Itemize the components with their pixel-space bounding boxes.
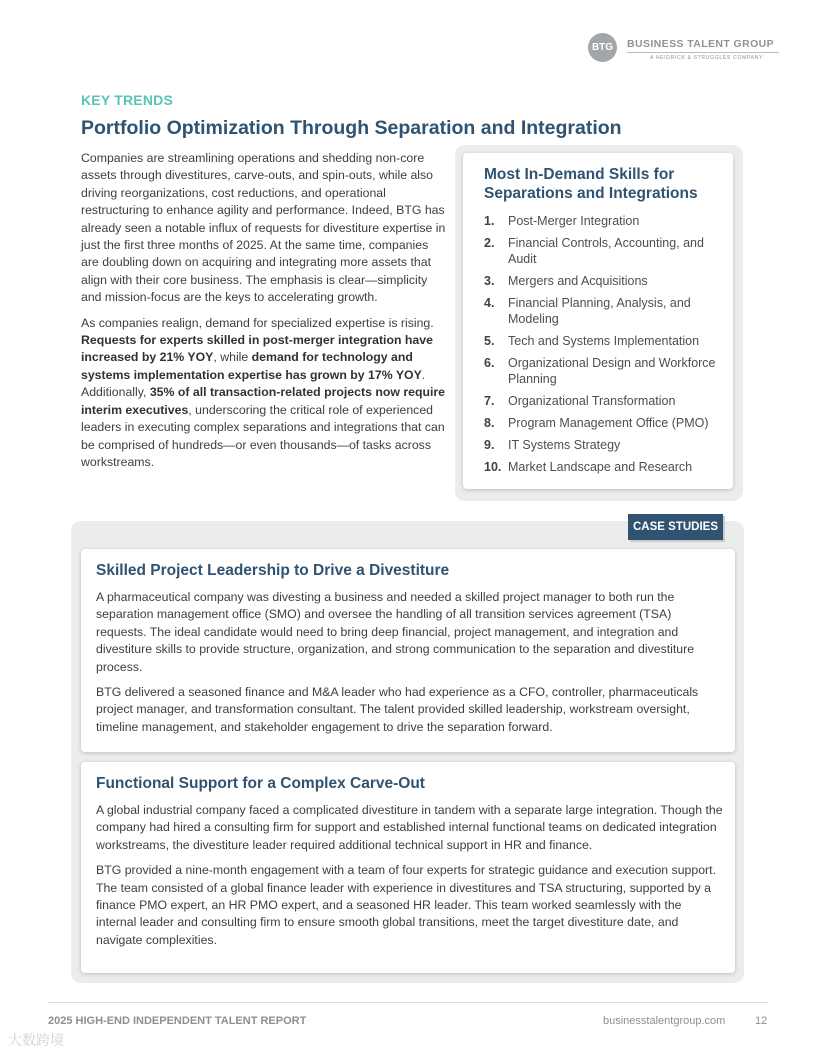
company-logo (588, 32, 783, 62)
footer-website-link[interactable]: businesstalentgroup.com (603, 1015, 726, 1027)
intro-paragraph-2: As companies realign, demand for specialized expertise is rising. Requests for experts skilled in post-merger integration have increased by 21% YOY, while demand for technology and systems implementation expertise has grown by 17% YOY. Additionally, 35% of all transaction-related projects now require interim executives, underscoring the critical role of experienced leaders in executing complex separations and integrations that can be comprised of hundreds—or even thousands—of tasks across workstreams. (81, 315, 446, 469)
case-study-title: Skilled Project Leadership to Drive a Divestiture (96, 562, 450, 579)
skill-item: 6. Organizational Design and Workforce Planning (484, 356, 716, 386)
skill-item: 8. Program Management Office (PMO) (484, 416, 709, 430)
case-study-paragraph: BTG provided a nine-month engagement with a team of four experts for strategic guidance and execution support. The team consisted of a global finance leader with experience in divestitures and TSA structuring, supported by a finance PMO expert, an HR PMO expert, and a seasoned HR leader. This team worked seamlessly with the internal leader and consulting firm to ensure smooth global transitions, meet the target divestiture date, and navigate complexities. (96, 863, 716, 947)
skill-item: 7. Organizational Transformation (484, 394, 676, 408)
logo-tagline: A HEIDRICK & STRUGGLES COMPANY (650, 55, 764, 61)
case-study-title: Functional Support for a Complex Carve-Out (96, 775, 425, 792)
logo-divider (627, 52, 779, 53)
footer-report-title: 2025 HIGH-END INDEPENDENT TALENT REPORT (48, 1015, 307, 1027)
skills-heading: Most In-Demand Skills for Separations and Integrations (484, 166, 698, 202)
case-study-body (96, 589, 724, 744)
section-kicker: KEY TRENDS (81, 92, 173, 108)
page-number: 12 (755, 1015, 768, 1027)
intro-paragraph-1: Companies are streamlining operations and shedding non-core assets through divestitures, carve-outs, and spin-outs, while also driving reorganizations, cost reductions, and operational restructuring to enhance agility and performance. Indeed, BTG has already seen a notable influx of requests for divestiture expertise in just the first three months of 2025. At the same time, companies are doubling down on acquiring and integrating more assets that align with their core business. The emphasis is clear—simplicity and mission-focus are the keys to accelerating growth. (81, 151, 446, 305)
skill-item: 2. Financial Controls, Accounting, and Audit (484, 236, 704, 266)
case-studies-tag: CASE STUDIES (628, 514, 723, 540)
skill-item: 4. Financial Planning, Analysis, and Modeling (484, 296, 691, 326)
case-study-paragraph: A global industrial company faced a complicated divestiture in tandem with a separate large integration. Though the company had hired a consulting firm for support and established internal functional teams on dedicated integration workstreams, the divestiture leader required additional technical support in HR and finance. (96, 803, 723, 852)
case-study-card (81, 762, 735, 973)
skill-item: 10. Market Landscape and Research (484, 460, 693, 474)
skill-item: 5. Tech and Systems Implementation (484, 334, 700, 348)
case-study-paragraph: A pharmaceutical company was divesting a business and needed a skilled project manager to both run the separation management office (SMO) and oversee the handling of all transition services agreement (TSA) requests. The ideal candidate would need to bring deep financial, project management, and integration and divestiture skills to provide structure, organization, and strong communication to the separation and divestiture process. (96, 590, 695, 674)
intro-text (81, 150, 447, 479)
skill-item: 9. IT Systems Strategy (484, 438, 621, 452)
skills-list (484, 213, 724, 481)
case-study-paragraph: BTG delivered a seasoned finance and M&A leader who had experience as a CFO, controller, pharmaceuticals project manager, and transformation consultant. The talent provided skilled leadership, workstream oversight, timeline management, and stakeholder engagement to drive the separation forward. (96, 685, 699, 734)
page-title: Portfolio Optimization Through Separation and Integration (81, 117, 622, 139)
skill-item: 1. Post-Merger Integration (484, 214, 640, 228)
skill-item: 3. Mergers and Acquisitions (484, 274, 648, 288)
skills-panel (463, 153, 733, 489)
footer-divider (48, 1002, 768, 1003)
case-study-body (96, 802, 724, 957)
watermark: 大数跨境 (8, 1032, 64, 1048)
logo-mark: BTG (588, 33, 617, 62)
logo-name: BUSINESS TALENT GROUP (627, 38, 775, 50)
case-study-card (81, 549, 735, 752)
